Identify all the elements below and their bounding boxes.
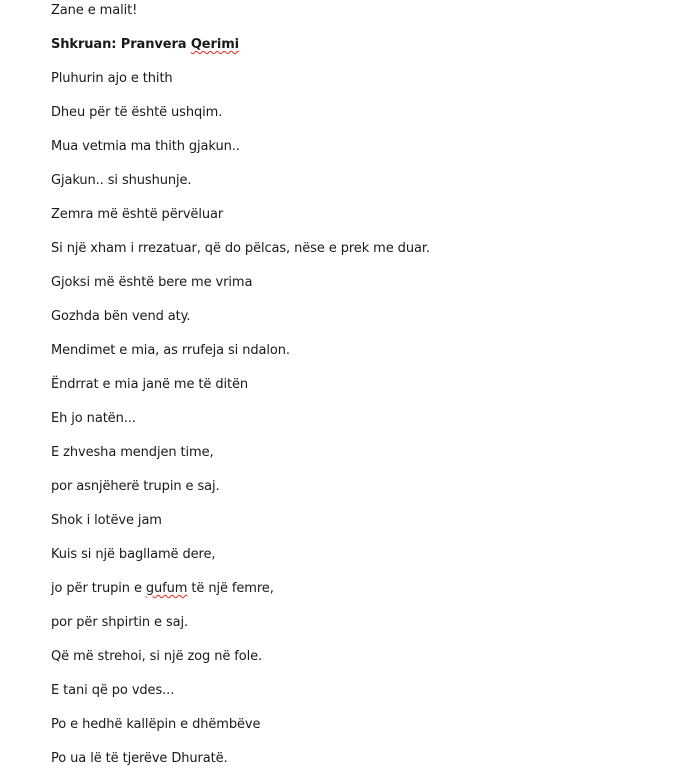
poem-line: Gjakun.. si shushunje. xyxy=(51,173,192,188)
poem-line: Po ua lë të tjerëve Dhuratë. xyxy=(51,751,228,766)
poem-line: por për shpirtin e saj. xyxy=(51,615,189,630)
poem-line: Ëndrrat e mia janë me të ditën xyxy=(51,377,249,392)
poem-line: Po e hedhë kallëpin e dhëmbëve xyxy=(51,717,261,732)
author-byline xyxy=(51,36,430,70)
poem-line: Gjoksi më është bere me vrima xyxy=(51,275,253,290)
author-surname: Qerimi xyxy=(190,37,239,52)
poem-line: Eh jo natën... xyxy=(51,411,136,426)
poem-line: E zhvesha mendjen time, xyxy=(51,445,214,460)
poem-line: Si një xham i rrezatuar, që do pëlcas, nëse e prek me duar. xyxy=(51,241,430,256)
poem-title: Zane e malit! xyxy=(51,3,138,18)
poem-line: Mua vetmia ma thith gjakun.. xyxy=(51,139,240,154)
poem-text xyxy=(51,2,430,784)
poem-line: Gozhda bën vend aty. xyxy=(51,309,191,324)
line-text-before: jo për trupin e xyxy=(51,581,146,596)
misspelled-word: gufum xyxy=(145,581,188,596)
poem-line: Mendimet e mia, as rrufeja si ndalon. xyxy=(51,343,290,358)
poem-line: Dheu për të është ushqim. xyxy=(51,105,223,120)
poem-line: Shok i lotëve jam xyxy=(51,513,162,528)
poem-line: Kuis si një bagllamë dere, xyxy=(51,547,216,562)
poem-line: por asnjëherë trupin e saj. xyxy=(51,479,220,494)
poem-line: Që më strehoi, si një zog në fole. xyxy=(51,649,263,664)
byline-prefix: Shkruan: Pranvera xyxy=(51,37,191,52)
poem-line: E tani që po vdes... xyxy=(51,683,175,698)
poem-line xyxy=(51,580,430,614)
poem-line: Pluhurin ajo e thith xyxy=(51,71,173,86)
line-text-after: të një femre, xyxy=(187,581,274,596)
poem-line: Zemra më është përvëluar xyxy=(51,207,224,222)
